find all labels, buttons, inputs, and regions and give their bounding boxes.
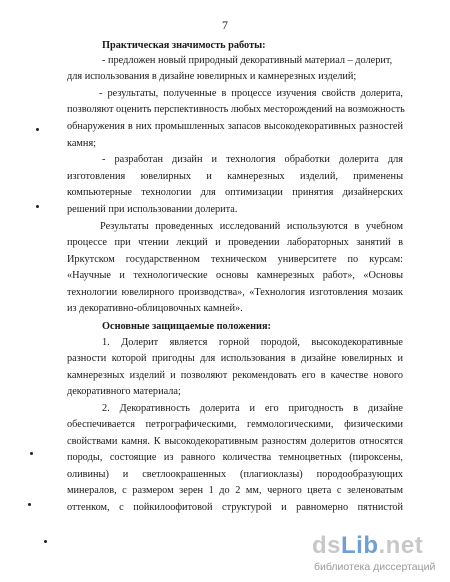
text-line: оливины) и светлоокрашенных (плагиоклазы) породообразующих bbox=[67, 469, 403, 480]
text-line: позволяют оценить перспективность любых месторождений на возможность bbox=[67, 104, 405, 115]
text-line: изготовления ювелирных и камнерезных изделий, применены bbox=[67, 171, 403, 182]
text-line: для использования в дизайне ювелирных и камнерезных изделий; bbox=[67, 71, 357, 82]
text-line: оттенком, с пойкилоофитовой структурой и равномерно пятнистой bbox=[67, 502, 403, 513]
dslib-watermark bbox=[312, 532, 446, 576]
scan-speck bbox=[30, 452, 33, 455]
text-line: обеспечивается петрографическими, геммологическими, физическими bbox=[67, 419, 403, 430]
scan-speck bbox=[36, 128, 39, 131]
dslib-logo: dsLib.net bbox=[312, 532, 424, 559]
text-line: минералов, с размером зерен 1 до 2 мм, черного цвета с зеленоватым bbox=[67, 485, 403, 496]
text-line: решений при использовании долерита. bbox=[67, 204, 238, 215]
text-line: камня; bbox=[67, 138, 97, 149]
text-line: компьютерные технологии для оптимизации принятия дизайнерских bbox=[67, 187, 403, 198]
scan-speck bbox=[28, 503, 31, 506]
watermark-subtitle: библиотека диссертаций bbox=[314, 561, 436, 573]
section-title-practical-significance: Практическая значимость работы: bbox=[102, 40, 266, 51]
text-line: декоративного материала; bbox=[67, 386, 181, 397]
text-line: породы, состоящие из равного количества темноцветных (пироксены, bbox=[67, 452, 403, 463]
scan-speck bbox=[44, 540, 47, 543]
text-line: «Научные и технологические основы камнерезных работ», «Основы bbox=[67, 270, 403, 281]
text-line: разности которой пригодны для использования в дизайне ювелирных и bbox=[67, 353, 403, 364]
text-line: из декоративно-облицовочных камней». bbox=[67, 303, 243, 314]
text-line: свойствами камня. К высокодекоративным разностям долеритов относятся bbox=[67, 436, 403, 447]
text-line: 1. Долерит является горной породой, высокодекоративные bbox=[102, 337, 403, 348]
text-line: технологии ювелирного производства», «Технология изготовления мозаик bbox=[67, 287, 403, 298]
text-line: - результаты, полученные в процессе изучения свойств долерита, bbox=[99, 88, 403, 99]
text-line: Результаты проведенных исследований используются в учебном bbox=[100, 221, 403, 232]
text-line: Иркутском государственном техническом университете по курсам: bbox=[67, 254, 403, 265]
text-line: обнаружения в них промышленных запасов высокодекоративных разностей bbox=[67, 121, 403, 132]
text-line: - предложен новый природный декоративный материал – долерит, bbox=[102, 55, 393, 66]
text-line: камнерезных изделий и позволяют рекомендовать его в качестве нового bbox=[67, 370, 403, 381]
scan-speck bbox=[36, 205, 39, 208]
text-line: - разработан дизайн и технология обработки долерита для bbox=[102, 154, 403, 165]
text-line: 2. Декоративность долерита и его пригодность в дизайне bbox=[102, 403, 403, 414]
page-number: 7 bbox=[222, 18, 228, 32]
text-line: процессе при чтении лекций и проведении лабораторных занятий в bbox=[67, 237, 403, 248]
section-title-main-provisions: Основные защищаемые положения: bbox=[102, 321, 271, 332]
